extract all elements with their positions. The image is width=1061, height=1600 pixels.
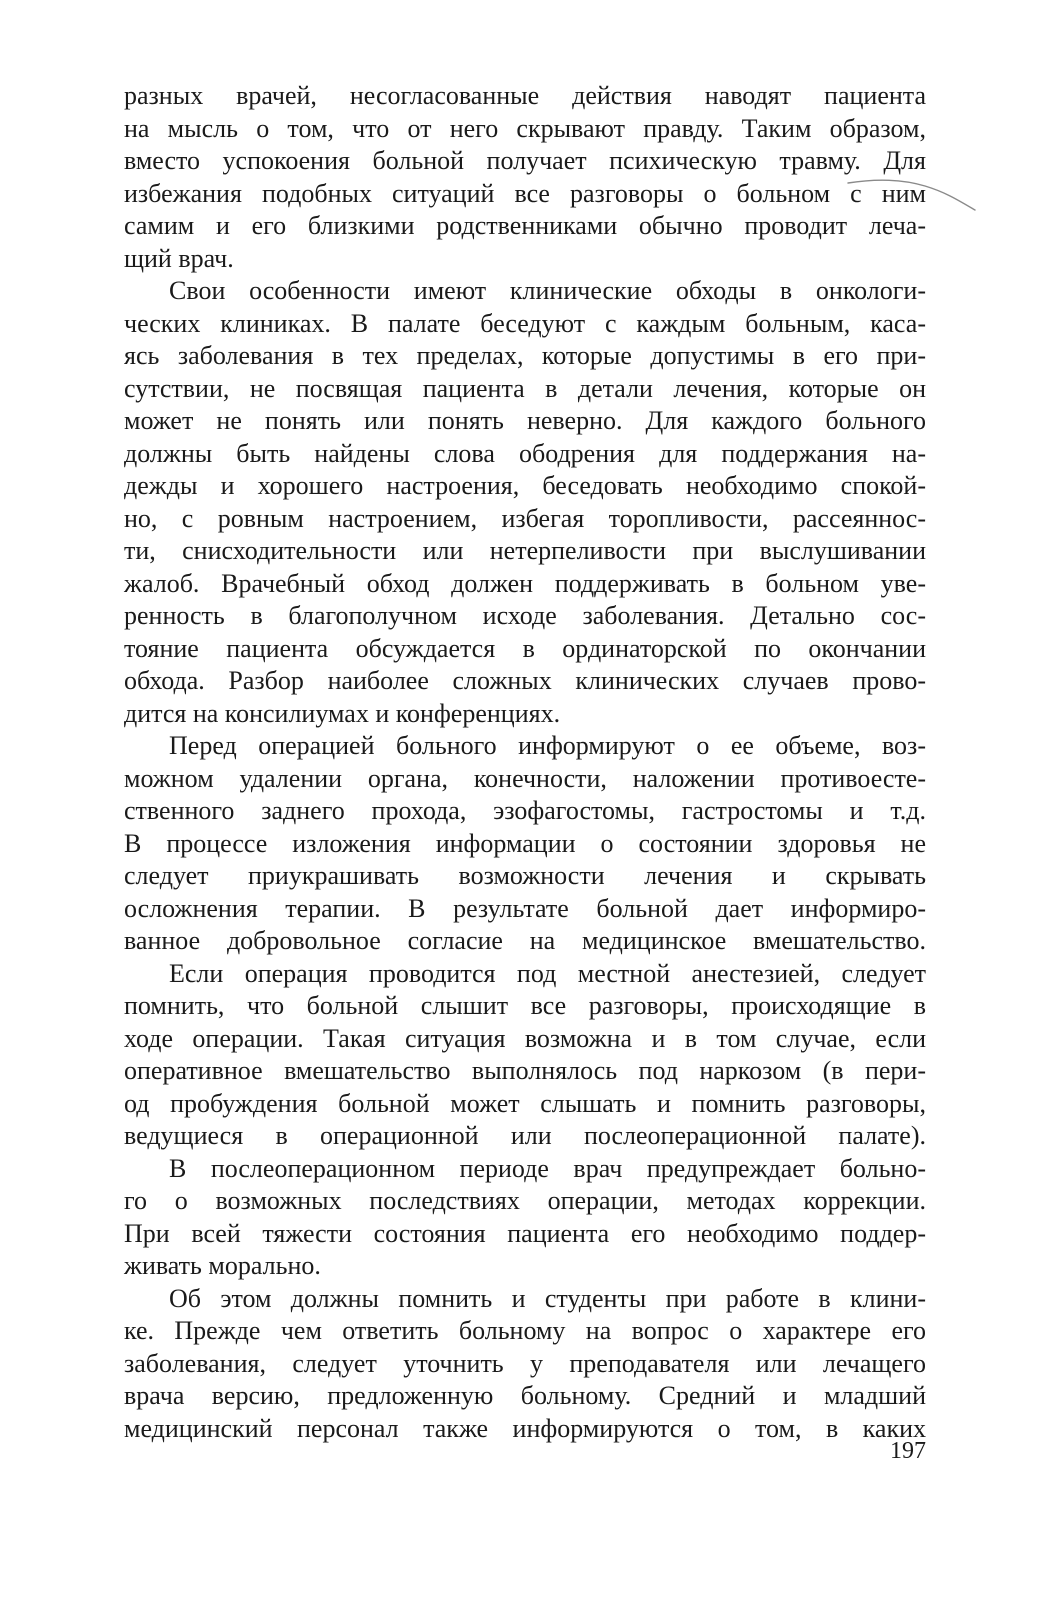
- paragraph-6: [124, 1283, 926, 1446]
- text-line: го о возможных последствиях операции, методах коррекции.: [124, 1186, 926, 1215]
- text-line: помнить, что больной слышит все разговоры, происходящие в: [124, 991, 926, 1020]
- text-line: самим и его близкими родственниками обычно проводит леча-: [124, 211, 926, 240]
- page-number: 197: [890, 1438, 926, 1464]
- text-line: ванное добровольное согласие на медицинское вмешательство.: [124, 926, 926, 955]
- text-line: следует приукрашивать возможности лечения и скрывать: [124, 861, 926, 890]
- text-line: вместо успокоения больной получает психическую травму. Для: [124, 146, 926, 175]
- text-line: ходе операции. Такая ситуация возможна и в том случае, если: [124, 1023, 926, 1053]
- text-line: ведущиеся в операционной или послеоперационной палате).: [124, 1121, 926, 1150]
- page-body: [124, 80, 926, 1445]
- text-line: ке. Прежде чем ответить больному на вопрос о характере его: [124, 1316, 926, 1345]
- paragraph-2: [124, 275, 926, 730]
- text-line: разных врачей, несогласованные действия наводят пациента: [124, 81, 926, 110]
- text-line: Свои особенности имеют клинические обходы в онкологи-: [169, 276, 926, 305]
- text-line: врача версию, предложенную больному. Средний и младший: [124, 1381, 926, 1410]
- text-line: живать морально.: [124, 1251, 321, 1280]
- text-line: щий врач.: [124, 243, 234, 273]
- text-line: ческих клиниках. В палате беседуют с каждым больным, каса-: [124, 308, 926, 338]
- text-line: осложнения терапии. В результате больной дает информиро-: [124, 893, 926, 923]
- text-line: Если операция проводится под местной анестезией, следует: [169, 958, 926, 988]
- paragraph-4: [124, 958, 926, 1153]
- text-line: Об этом должны помнить и студенты при работе в клини-: [169, 1283, 926, 1313]
- text-line: но, с ровным настроением, избегая торопливости, рассеяннос-: [124, 503, 926, 533]
- text-line: ренность в благополучном исходе заболевания. Детально сос-: [124, 601, 926, 630]
- paragraph-3: [124, 730, 926, 958]
- text-line: При всей тяжести состояния пациента его необходимо поддер-: [124, 1218, 926, 1248]
- text-line: заболевания, следует уточнить у преподавателя или лечащего: [124, 1348, 926, 1378]
- text-line: В послеоперационном периоде врач предупреждает больно-: [169, 1153, 926, 1183]
- text-line: тояние пациента обсуждается в ординаторской по окончании: [124, 633, 926, 663]
- text-line: дежды и хорошего настроения, беседовать необходимо спокой-: [124, 471, 926, 500]
- text-line: должны быть найдены слова ободрения для поддержания на-: [124, 438, 926, 468]
- text-line: ясь заболевания в тех пределах, которые допустимы в его при-: [124, 341, 926, 370]
- text-line: можном удалении органа, конечности, наложении противоесте-: [124, 763, 926, 793]
- text-line: жалоб. Врачебный обход должен поддерживать в больном уве-: [124, 568, 926, 598]
- text-line: ственного заднего прохода, эзофагостомы, гастростомы и т.д.: [124, 796, 926, 825]
- text-line: обхода. Разбор наиболее сложных клинических случаев прово-: [124, 666, 926, 695]
- text-line: избежания подобных ситуаций все разговоры о больном с ним: [124, 178, 926, 208]
- text-line: ти, снисходительности или нетерпеливости при выслушивании: [124, 536, 926, 565]
- text-line: Перед операцией больного информируют о ее объеме, воз-: [169, 731, 926, 760]
- text-line: медицинский персонал также информируются о том, в каких: [124, 1413, 926, 1443]
- text-line: может не понять или понять неверно. Для каждого больного: [124, 406, 926, 435]
- paragraph-1: [124, 80, 926, 275]
- text-line: сутствии, не посвящая пациента в детали лечения, которые он: [124, 373, 926, 403]
- text-line: од пробуждения больной может слышать и помнить разговоры,: [124, 1088, 926, 1118]
- text-line: В процессе изложения информации о состоянии здоровья не: [124, 828, 926, 858]
- text-line: на мысль о том, что от него скрывают правду. Таким образом,: [124, 113, 926, 143]
- text-line: оперативное вмешательство выполнялось под наркозом (в пери-: [124, 1056, 926, 1085]
- text-line: дится на консилиумах и конференциях.: [124, 698, 561, 728]
- paragraph-5: [124, 1153, 926, 1283]
